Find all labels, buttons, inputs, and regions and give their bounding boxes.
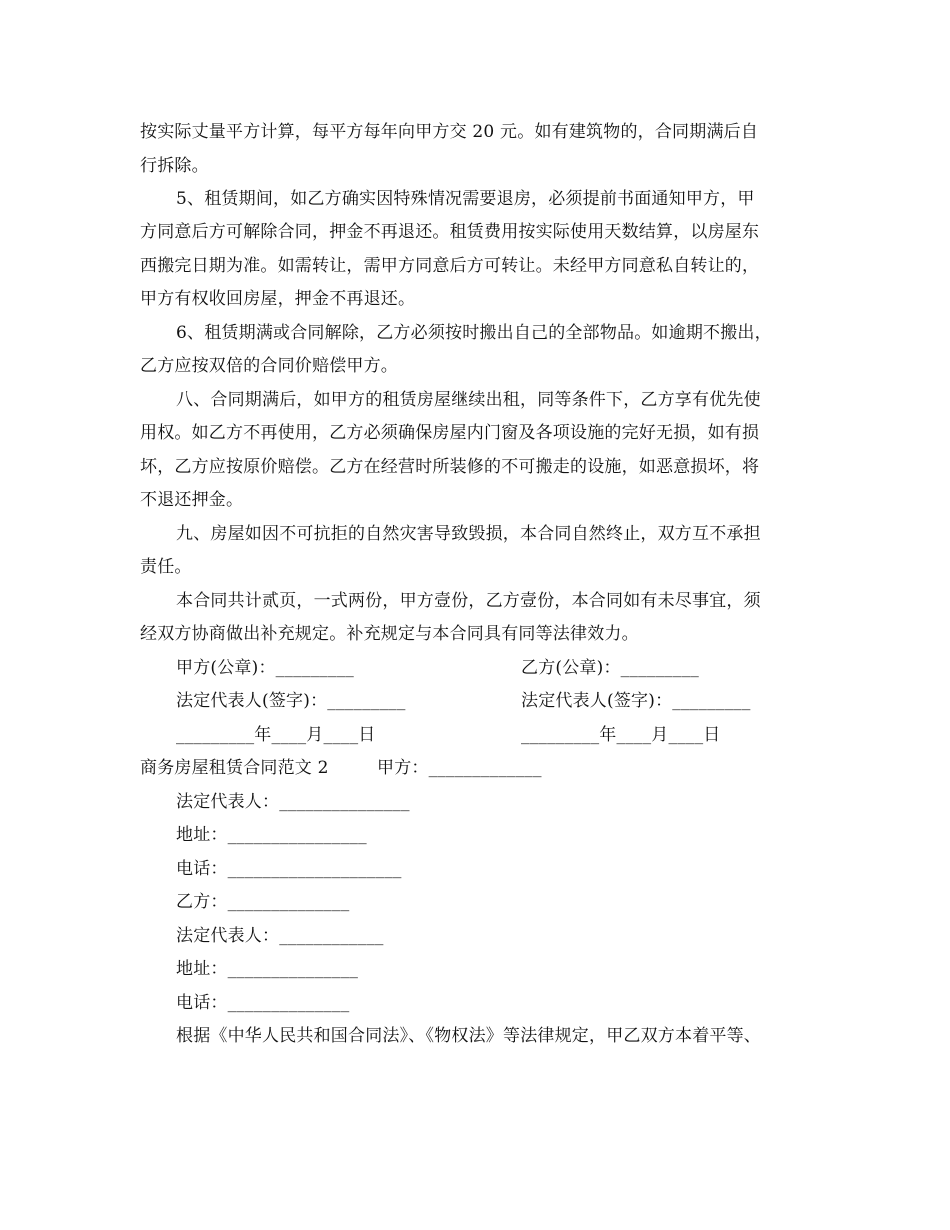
closing-line: 本合同共计贰页，一式两份，甲方壹份，乙方壹份，本合同如有未尽事宜，须 (176, 591, 761, 611)
clause-8-line: 不退还押金。 (140, 490, 244, 510)
party-b-date: _________年____月____日 (521, 725, 721, 745)
contract-2-intro: 根据《中华人民共和国合同法》、《物权法》等法律规定，甲乙双方本着平等、 (176, 1026, 761, 1046)
paragraph-line: 行拆除。 (140, 156, 209, 176)
clause-5-line: 方同意后方可解除合同，押金不再退还。租赁费用按实际使用天数结算，以房屋东 (140, 222, 760, 242)
contract-2-party-b: 乙方：______________ (176, 892, 350, 912)
party-a-representative: 法定代表人(签字)：_________ (176, 691, 406, 711)
clause-8-line: 八、合同期满后，如甲方的租赁房屋继续出租，同等条件下，乙方享有优先使 (176, 390, 761, 410)
contract-2-party-a-rep: 法定代表人：_______________ (176, 792, 410, 812)
contract-2-party-a-address: 地址：________________ (176, 825, 367, 845)
clause-5-line: 甲方有权收回房屋，押金不再退还。 (140, 289, 416, 309)
party-a-seal: 甲方(公章)：_________ (176, 658, 354, 678)
closing-line: 经双方协商做出补充规定。补充规定与本合同具有同等法律效力。 (140, 624, 639, 644)
clause-8-line: 坏，乙方应按原价赔偿。乙方在经营时所装修的不可搬走的设施，如恶意损坏，将 (140, 457, 760, 477)
clause-5-line: 西搬完日期为准。如需转让，需甲方同意后方可转让。未经甲方同意私自转让的， (140, 256, 760, 276)
clause-9-line: 责任。 (140, 557, 192, 577)
party-a-date: _________年____月____日 (176, 725, 376, 745)
contract-2-title: 商务房屋租赁合同范文 2 (140, 758, 329, 778)
party-b-seal: 乙方(公章)：_________ (521, 658, 699, 678)
clause-6-line: 乙方应按双倍的合同价赔偿甲方。 (140, 356, 398, 376)
contract-2-party-a: 甲方：_____________ (377, 758, 542, 778)
clause-9-line: 九、房屋如因不可抗拒的自然灾害导致毁损，本合同自然终止，双方互不承担 (176, 524, 761, 544)
paragraph-line: 按实际丈量平方计算，每平方每年向甲方交 20 元。如有建筑物的，合同期满后自 (140, 122, 759, 142)
party-b-representative: 法定代表人(签字)：_________ (521, 691, 751, 711)
clause-8-line: 用权。如乙方不再使用，乙方必须确保房屋内门窗及各项设施的完好无损，如有损 (140, 423, 760, 443)
clause-5-line: 5、租赁期间，如乙方确实因特殊情况需要退房，必须提前书面通知甲方，甲 (176, 189, 755, 209)
clause-6-line: 6、租赁期满或合同解除，乙方必须按时搬出自己的全部物品。如逾期不搬出， (176, 323, 772, 343)
contract-2-party-b-phone: 电话：______________ (176, 993, 350, 1013)
contract-2-party-a-phone: 电话：____________________ (176, 859, 402, 879)
contract-2-party-b-address: 地址：_______________ (176, 959, 359, 979)
contract-2-party-b-rep: 法定代表人：____________ (176, 926, 384, 946)
